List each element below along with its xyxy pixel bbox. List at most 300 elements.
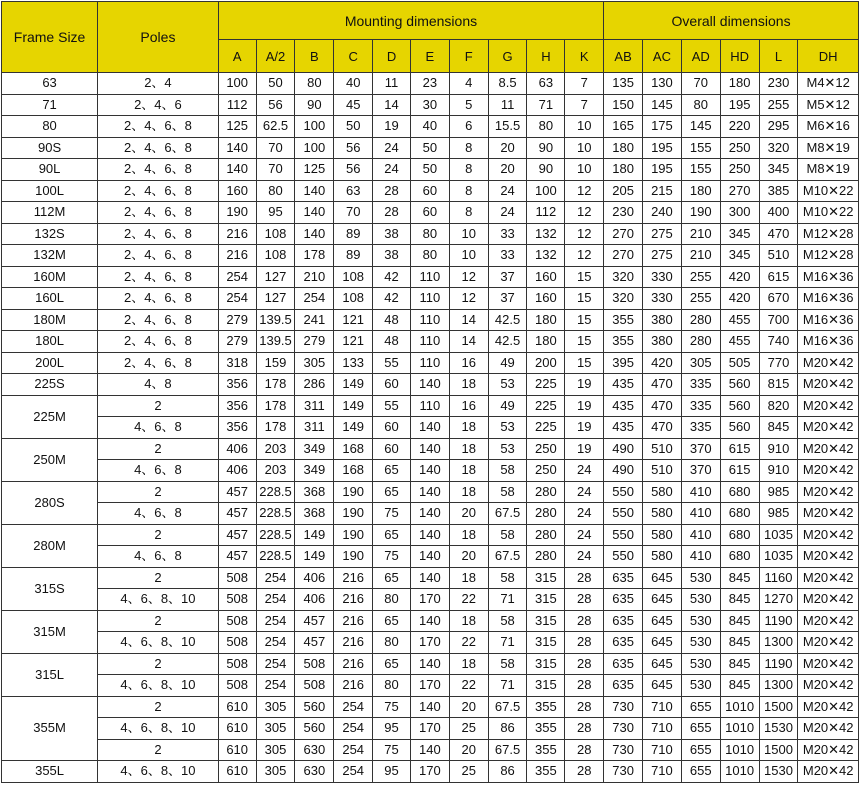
thread-cell: M5✕12 <box>798 94 859 116</box>
table-row <box>2 288 859 310</box>
dimension-cell: 10 <box>565 137 604 159</box>
dimension-cell: 300 <box>720 202 759 224</box>
dimension-cell: 38 <box>373 223 411 245</box>
frame-size-cell: 112M <box>2 202 98 224</box>
dimension-cell: 28 <box>373 180 411 202</box>
dimension-cell: 178 <box>295 245 334 267</box>
dimension-cell: 580 <box>643 503 682 525</box>
dimension-cell: 255 <box>759 94 798 116</box>
poles-cell: 2、4、6、8 <box>98 331 219 353</box>
table-row <box>2 202 859 224</box>
dimension-cell: 320 <box>604 266 643 288</box>
dimension-cell: 125 <box>295 159 334 181</box>
dimension-cell: 508 <box>295 675 334 697</box>
dimension-cell: 845 <box>720 610 759 632</box>
dimension-cell: 60 <box>410 180 449 202</box>
dimension-cell: 16 <box>449 352 488 374</box>
dimension-cell: 280 <box>527 524 565 546</box>
dimension-cell: 330 <box>643 266 682 288</box>
dimension-cell: 280 <box>527 481 565 503</box>
frame-size-cell: 180L <box>2 331 98 353</box>
dimension-cell: 560 <box>720 374 759 396</box>
dimension-cell: 40 <box>410 116 449 138</box>
dimension-cell: 12 <box>565 202 604 224</box>
dimension-cell: 63 <box>527 73 565 95</box>
dimension-cell: 225 <box>527 417 565 439</box>
dimension-cell: 178 <box>256 417 295 439</box>
table-row <box>2 546 859 568</box>
dimension-cell: 24 <box>373 137 411 159</box>
table-body <box>2 73 859 783</box>
dimension-cell: 1270 <box>759 589 798 611</box>
dimension-cell: 30 <box>410 94 449 116</box>
dimension-cell: 165 <box>604 116 643 138</box>
dimension-cell: 18 <box>449 460 488 482</box>
dimension-cell: 508 <box>295 653 334 675</box>
column-header: AD <box>681 40 720 73</box>
dimension-cell: 655 <box>681 696 720 718</box>
dimension-cell: 380 <box>643 331 682 353</box>
frame-size-cell: 355M <box>2 696 98 761</box>
table-row <box>2 417 859 439</box>
dimension-cell: 110 <box>410 352 449 374</box>
dimension-cell: 845 <box>720 589 759 611</box>
dimension-cell: 635 <box>604 675 643 697</box>
dimension-cell: 1010 <box>720 761 759 783</box>
dimension-cell: 250 <box>720 159 759 181</box>
frame-size-cell: 200L <box>2 352 98 374</box>
table-row <box>2 524 859 546</box>
dimension-cell: 110 <box>410 288 449 310</box>
dimension-cell: 1190 <box>759 653 798 675</box>
frame-size-cell: 355L <box>2 761 98 783</box>
mounting-dimensions-header: Mounting dimensions <box>218 2 603 40</box>
dimension-cell: 127 <box>256 288 295 310</box>
dimension-cell: 455 <box>720 331 759 353</box>
table-row <box>2 653 859 675</box>
dimension-cell: 1500 <box>759 739 798 761</box>
dimension-cell: 210 <box>681 245 720 267</box>
dimension-cell: 80 <box>527 116 565 138</box>
dimension-cell: 22 <box>449 632 488 654</box>
poles-cell: 2 <box>98 438 219 460</box>
dimension-cell: 254 <box>256 675 295 697</box>
dimension-cell: 490 <box>604 438 643 460</box>
dimension-cell: 610 <box>218 718 256 740</box>
thread-cell: M20✕42 <box>798 503 859 525</box>
dimension-cell: 67.5 <box>488 739 527 761</box>
dimension-cell: 470 <box>643 395 682 417</box>
dimension-cell: 49 <box>488 352 527 374</box>
dimension-cell: 65 <box>373 460 411 482</box>
dimension-cell: 95 <box>256 202 295 224</box>
dimension-cell: 457 <box>295 610 334 632</box>
dimension-cell: 330 <box>643 288 682 310</box>
dimension-cell: 270 <box>604 245 643 267</box>
dimension-cell: 395 <box>604 352 643 374</box>
dimension-cell: 50 <box>256 73 295 95</box>
dimension-cell: 560 <box>720 417 759 439</box>
dimension-cell: 149 <box>334 395 373 417</box>
dimension-cell: 140 <box>410 567 449 589</box>
dimension-cell: 615 <box>720 460 759 482</box>
dimension-cell: 710 <box>643 761 682 783</box>
dimension-cell: 170 <box>410 589 449 611</box>
dimension-cell: 1160 <box>759 567 798 589</box>
dimension-cell: 420 <box>720 266 759 288</box>
dimension-cell: 89 <box>334 223 373 245</box>
dimension-cell: 295 <box>759 116 798 138</box>
poles-cell: 2 <box>98 739 219 761</box>
dimension-cell: 280 <box>527 503 565 525</box>
dimension-cell: 230 <box>759 73 798 95</box>
dimension-cell: 550 <box>604 481 643 503</box>
dimension-cell: 55 <box>373 395 411 417</box>
dimension-cell: 730 <box>604 739 643 761</box>
dimension-cell: 71 <box>488 675 527 697</box>
dimension-cell: 15 <box>565 352 604 374</box>
dimension-cell: 139.5 <box>256 331 295 353</box>
dimension-cell: 356 <box>218 374 256 396</box>
dimension-cell: 356 <box>218 395 256 417</box>
dimension-cell: 655 <box>681 739 720 761</box>
dimension-cell: 140 <box>410 696 449 718</box>
overall-dimensions-header: Overall dimensions <box>604 2 859 40</box>
dimension-cell: 550 <box>604 524 643 546</box>
poles-cell: 2、4、6、8 <box>98 202 219 224</box>
column-header: A <box>218 40 256 73</box>
thread-cell: M20✕42 <box>798 374 859 396</box>
dimension-cell: 610 <box>218 696 256 718</box>
dimension-cell: 254 <box>218 288 256 310</box>
dimension-cell: 457 <box>218 546 256 568</box>
dimension-cell: 14 <box>449 309 488 331</box>
dimension-cell: 355 <box>527 761 565 783</box>
dimension-cell: 845 <box>720 567 759 589</box>
dimension-cell: 75 <box>373 696 411 718</box>
dimension-cell: 178 <box>256 395 295 417</box>
table-row <box>2 94 859 116</box>
dimension-cell: 108 <box>334 288 373 310</box>
dimension-cell: 67.5 <box>488 696 527 718</box>
dimension-cell: 19 <box>565 438 604 460</box>
dimension-cell: 680 <box>720 524 759 546</box>
dimension-cell: 311 <box>295 417 334 439</box>
dimension-cell: 20 <box>449 739 488 761</box>
dimension-cell: 80 <box>681 94 720 116</box>
dimension-cell: 580 <box>643 546 682 568</box>
dimension-cell: 50 <box>334 116 373 138</box>
dimension-cell: 180 <box>604 159 643 181</box>
dimension-cell: 58 <box>488 567 527 589</box>
frame-size-cell: 180M <box>2 309 98 331</box>
dimension-cell: 75 <box>373 503 411 525</box>
poles-cell: 2、4 <box>98 73 219 95</box>
dimension-cell: 254 <box>334 696 373 718</box>
dimension-cell: 530 <box>681 589 720 611</box>
dimension-cell: 28 <box>565 675 604 697</box>
dimension-cell: 670 <box>759 288 798 310</box>
table-row <box>2 159 859 181</box>
dimension-cell: 680 <box>720 481 759 503</box>
dimension-cell: 195 <box>643 159 682 181</box>
dimension-cell: 140 <box>218 137 256 159</box>
frame-size-cell: 160L <box>2 288 98 310</box>
poles-cell: 2 <box>98 653 219 675</box>
dimension-cell: 24 <box>565 460 604 482</box>
dimension-cell: 420 <box>643 352 682 374</box>
dimension-cell: 254 <box>256 632 295 654</box>
table-row <box>2 503 859 525</box>
dimension-cell: 170 <box>410 718 449 740</box>
dimension-cell: 130 <box>643 73 682 95</box>
dimension-cell: 368 <box>295 481 334 503</box>
dimension-cell: 730 <box>604 761 643 783</box>
dimension-cell: 22 <box>449 589 488 611</box>
dimension-cell: 170 <box>410 675 449 697</box>
frame-size-cell: 315S <box>2 567 98 610</box>
thread-cell: M20✕42 <box>798 438 859 460</box>
poles-cell: 4、6、8 <box>98 460 219 482</box>
table-row <box>2 610 859 632</box>
column-header: AC <box>643 40 682 73</box>
thread-cell: M20✕42 <box>798 352 859 374</box>
dimension-cell: 230 <box>604 202 643 224</box>
dimension-cell: 168 <box>334 460 373 482</box>
table-row <box>2 245 859 267</box>
frame-size-cell: 80 <box>2 116 98 138</box>
dimension-cell: 20 <box>449 696 488 718</box>
dimension-cell: 33 <box>488 245 527 267</box>
column-header: K <box>565 40 604 73</box>
dimension-cell: 140 <box>295 180 334 202</box>
dimension-cell: 203 <box>256 460 295 482</box>
dimension-cell: 645 <box>643 675 682 697</box>
frame-size-cell: 160M <box>2 266 98 288</box>
poles-cell: 4、6、8、10 <box>98 761 219 783</box>
dimension-cell: 250 <box>527 460 565 482</box>
dimension-cell: 550 <box>604 503 643 525</box>
poles-cell: 2、4、6、8 <box>98 266 219 288</box>
dimension-cell: 335 <box>681 417 720 439</box>
dimension-cell: 279 <box>218 309 256 331</box>
dimension-cell: 149 <box>295 546 334 568</box>
dimension-cell: 60 <box>410 202 449 224</box>
dimension-cell: 10 <box>449 245 488 267</box>
dimension-cell: 19 <box>373 116 411 138</box>
poles-header: Poles <box>98 2 219 73</box>
dimension-cell: 145 <box>643 94 682 116</box>
dimension-cell: 58 <box>488 460 527 482</box>
column-header: A/2 <box>256 40 295 73</box>
dimension-cell: 770 <box>759 352 798 374</box>
dimension-cell: 254 <box>334 761 373 783</box>
dimension-cell: 65 <box>373 567 411 589</box>
thread-cell: M12✕28 <box>798 223 859 245</box>
thread-cell: M16✕36 <box>798 288 859 310</box>
dimension-cell: 53 <box>488 438 527 460</box>
dimension-cell: 80 <box>256 180 295 202</box>
dimension-cell: 355 <box>527 739 565 761</box>
dimension-cell: 315 <box>527 589 565 611</box>
dimension-cell: 645 <box>643 589 682 611</box>
dimension-cell: 125 <box>218 116 256 138</box>
dimension-cell: 410 <box>681 503 720 525</box>
dimension-cell: 127 <box>256 266 295 288</box>
dimension-cell: 5 <box>449 94 488 116</box>
thread-cell: M8✕19 <box>798 137 859 159</box>
dimension-cell: 455 <box>720 309 759 331</box>
dimension-cell: 680 <box>720 546 759 568</box>
dimension-cell: 370 <box>681 460 720 482</box>
dimension-cell: 18 <box>449 438 488 460</box>
dimension-cell: 457 <box>295 632 334 654</box>
thread-cell: M6✕16 <box>798 116 859 138</box>
frame-size-cell: 280M <box>2 524 98 567</box>
dimension-cell: 985 <box>759 481 798 503</box>
dimension-cell: 50 <box>410 137 449 159</box>
dimension-cell: 216 <box>334 632 373 654</box>
dimension-cell: 345 <box>720 223 759 245</box>
dimension-cell: 53 <box>488 374 527 396</box>
dimension-cell: 205 <box>604 180 643 202</box>
thread-cell: M20✕42 <box>798 417 859 439</box>
dimension-cell: 42.5 <box>488 331 527 353</box>
dimension-cell: 23 <box>410 73 449 95</box>
dimension-cell: 420 <box>720 288 759 310</box>
dimension-cell: 160 <box>218 180 256 202</box>
dimension-cell: 25 <box>449 718 488 740</box>
poles-cell: 2、4、6、8 <box>98 309 219 331</box>
dimension-cell: 48 <box>373 331 411 353</box>
dimension-cell: 70 <box>256 159 295 181</box>
dimension-cell: 24 <box>373 159 411 181</box>
dimension-cell: 216 <box>218 245 256 267</box>
dimension-cell: 635 <box>604 610 643 632</box>
dimension-cell: 1300 <box>759 675 798 697</box>
dimension-cell: 140 <box>410 524 449 546</box>
dimension-cell: 24 <box>565 481 604 503</box>
dimension-cell: 170 <box>410 632 449 654</box>
thread-cell: M16✕36 <box>798 309 859 331</box>
poles-cell: 4、6、8、10 <box>98 675 219 697</box>
dimension-cell: 140 <box>410 417 449 439</box>
dimension-cell: 55 <box>373 352 411 374</box>
thread-cell: M20✕42 <box>798 589 859 611</box>
dimension-cell: 530 <box>681 632 720 654</box>
dimension-cell: 349 <box>295 460 334 482</box>
dimension-cell: 210 <box>295 266 334 288</box>
dimension-cell: 490 <box>604 460 643 482</box>
dimension-cell: 100 <box>295 137 334 159</box>
dimension-cell: 845 <box>759 417 798 439</box>
dimension-cell: 655 <box>681 761 720 783</box>
dimension-cell: 355 <box>527 718 565 740</box>
dimension-cell: 100 <box>295 116 334 138</box>
dimension-cell: 112 <box>527 202 565 224</box>
poles-cell: 4、6、8 <box>98 503 219 525</box>
dimension-cell: 135 <box>604 73 643 95</box>
dimension-cell: 71 <box>488 589 527 611</box>
dimension-cell: 560 <box>295 696 334 718</box>
dimension-cell: 250 <box>720 137 759 159</box>
dimension-cell: 508 <box>218 610 256 632</box>
dimension-cell: 216 <box>334 567 373 589</box>
dimension-cell: 190 <box>334 546 373 568</box>
dimension-cell: 1010 <box>720 696 759 718</box>
dimension-cell: 560 <box>295 718 334 740</box>
poles-cell: 2、4、6、8 <box>98 288 219 310</box>
dimension-cell: 710 <box>643 739 682 761</box>
dimension-cell: 505 <box>720 352 759 374</box>
dimension-cell: 33 <box>488 223 527 245</box>
poles-cell: 2 <box>98 524 219 546</box>
dimension-cell: 80 <box>373 632 411 654</box>
dimension-cell: 180 <box>527 331 565 353</box>
dimension-cell: 15 <box>565 288 604 310</box>
dimension-cell: 42 <box>373 288 411 310</box>
dimension-cell: 15.5 <box>488 116 527 138</box>
dimension-cell: 15 <box>565 331 604 353</box>
dimension-cell: 65 <box>373 524 411 546</box>
dimension-cell: 178 <box>256 374 295 396</box>
thread-cell: M10✕22 <box>798 202 859 224</box>
dimension-cell: 71 <box>527 94 565 116</box>
dimension-cell: 140 <box>410 739 449 761</box>
poles-cell: 4、6、8 <box>98 417 219 439</box>
table-row <box>2 696 859 718</box>
dimension-cell: 560 <box>720 395 759 417</box>
dimension-cell: 16 <box>449 395 488 417</box>
table-row <box>2 352 859 374</box>
dimension-cell: 140 <box>410 610 449 632</box>
motor-dimensions-table <box>1 1 859 783</box>
thread-cell: M20✕42 <box>798 610 859 632</box>
dimension-cell: 530 <box>681 610 720 632</box>
dimension-cell: 175 <box>643 116 682 138</box>
dimension-cell: 345 <box>720 245 759 267</box>
dimension-cell: 149 <box>334 417 373 439</box>
dimension-cell: 845 <box>720 653 759 675</box>
table-row <box>2 438 859 460</box>
thread-cell: M20✕42 <box>798 718 859 740</box>
dimension-cell: 28 <box>373 202 411 224</box>
dimension-cell: 24 <box>565 503 604 525</box>
frame-size-cell: 100L <box>2 180 98 202</box>
dimension-cell: 280 <box>527 546 565 568</box>
dimension-cell: 255 <box>681 288 720 310</box>
dimension-cell: 845 <box>720 632 759 654</box>
thread-cell: M20✕42 <box>798 739 859 761</box>
frame-size-cell: 71 <box>2 94 98 116</box>
dimension-cell: 645 <box>643 653 682 675</box>
poles-cell: 2、4、6、8 <box>98 223 219 245</box>
dimension-cell: 56 <box>334 137 373 159</box>
dimension-cell: 20 <box>488 159 527 181</box>
dimension-cell: 80 <box>410 245 449 267</box>
poles-cell: 2、4、6、8 <box>98 180 219 202</box>
dimension-cell: 508 <box>218 675 256 697</box>
frame-size-cell: 90L <box>2 159 98 181</box>
dimension-cell: 225 <box>527 374 565 396</box>
dimension-cell: 275 <box>643 245 682 267</box>
dimension-cell: 86 <box>488 718 527 740</box>
dimension-cell: 50 <box>410 159 449 181</box>
table-header <box>2 2 859 73</box>
dimension-cell: 70 <box>256 137 295 159</box>
dimension-cell: 28 <box>565 632 604 654</box>
thread-cell: M20✕42 <box>798 546 859 568</box>
